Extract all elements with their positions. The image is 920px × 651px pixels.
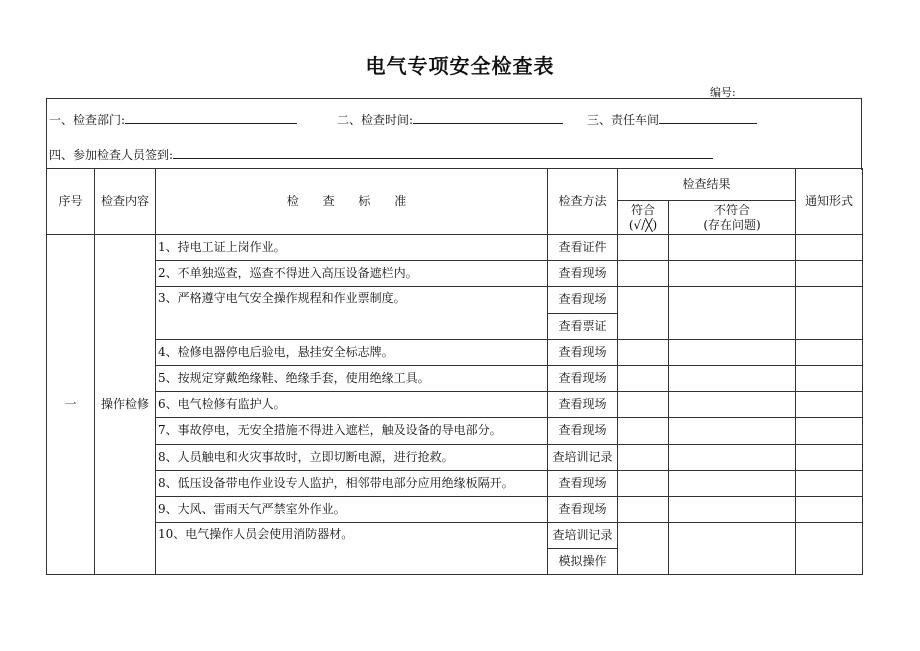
comply-cell[interactable] xyxy=(618,261,669,287)
standard-item: 9、大风、雷雨天气严禁室外作业。 xyxy=(156,496,548,522)
notice-cell[interactable] xyxy=(796,470,863,496)
col-noncomply: 不符合 (存在问题) xyxy=(669,201,796,235)
method-cell: 查看现场 xyxy=(548,418,618,444)
method-cell: 查培训记录 xyxy=(548,523,618,549)
standard-item: 10、电气操作人员会使用消防器材。 xyxy=(156,523,548,575)
notice-cell[interactable] xyxy=(796,444,863,470)
notice-cell[interactable] xyxy=(796,392,863,418)
col-no: 序号 xyxy=(47,169,95,235)
standard-item: 2、不单独巡查，巡查不得进入高压设备遮栏内。 xyxy=(156,261,548,287)
comply-cell[interactable] xyxy=(618,287,669,339)
comply-cell[interactable] xyxy=(618,496,669,522)
inspection-table xyxy=(46,168,863,575)
standard-item: 6、电气检修有监护人。 xyxy=(156,392,548,418)
standard-item: 1、持电工证上岗作业。 xyxy=(156,235,548,261)
header-row xyxy=(47,169,863,201)
signers-label: 四、参加检查人员签到: xyxy=(49,148,174,162)
noncomply-cell[interactable] xyxy=(669,365,796,391)
comply-cell[interactable] xyxy=(618,470,669,496)
signers-line xyxy=(49,145,713,163)
table-row xyxy=(47,523,863,549)
col-method: 检查方法 xyxy=(548,169,618,235)
comply-cell[interactable] xyxy=(618,365,669,391)
method-cell: 查培训记录 xyxy=(548,444,618,470)
col-result: 检查结果 xyxy=(618,169,796,201)
noncomply-cell[interactable] xyxy=(669,418,796,444)
table-row xyxy=(47,261,863,287)
table-row xyxy=(47,365,863,391)
comply-cell[interactable] xyxy=(618,235,669,261)
notice-cell[interactable] xyxy=(796,235,863,261)
noncomply-cell[interactable] xyxy=(669,523,796,575)
workshop-label: 三、责任车间 xyxy=(587,113,660,127)
method-cell: 查看票证 xyxy=(548,313,618,339)
notice-cell[interactable] xyxy=(796,287,863,339)
notice-cell[interactable] xyxy=(796,339,863,365)
notice-cell[interactable] xyxy=(796,365,863,391)
table-row xyxy=(47,235,863,261)
time-line xyxy=(337,110,563,128)
noncomply-cell[interactable] xyxy=(669,470,796,496)
table-row xyxy=(47,444,863,470)
section-number: 一 xyxy=(47,235,95,575)
noncomply-cell[interactable] xyxy=(669,339,796,365)
noncomply-cell[interactable] xyxy=(669,392,796,418)
comply-cell[interactable] xyxy=(618,339,669,365)
comply-cell[interactable] xyxy=(618,444,669,470)
signers-field[interactable] xyxy=(173,145,713,159)
standard-item: 8、人员触电和火灾事故时，立即切断电源，进行抢救。 xyxy=(156,444,548,470)
noncomply-cell[interactable] xyxy=(669,444,796,470)
col-comply: 符合 (√/╳) xyxy=(618,201,669,235)
notice-cell[interactable] xyxy=(796,418,863,444)
noncomply-cell[interactable] xyxy=(669,287,796,339)
method-cell: 查看现场 xyxy=(548,470,618,496)
method-cell: 查看现场 xyxy=(548,339,618,365)
standard-item: 3、严格遵守电气安全操作规程和作业票制度。 xyxy=(156,287,548,339)
noncomply-cell[interactable] xyxy=(669,235,796,261)
table-row xyxy=(47,470,863,496)
workshop-line xyxy=(587,110,757,128)
col-standard: 检 查 标 准 xyxy=(156,169,548,235)
page-title: 电气专项安全检查表 xyxy=(365,54,555,78)
method-cell: 查看现场 xyxy=(548,287,618,313)
notice-cell[interactable] xyxy=(796,523,863,575)
method-cell: 查看现场 xyxy=(548,261,618,287)
noncomply-cell[interactable] xyxy=(669,496,796,522)
standard-item: 4、检修电器停电后验电，悬挂安全标志牌。 xyxy=(156,339,548,365)
notice-cell[interactable] xyxy=(796,496,863,522)
method-cell: 查看现场 xyxy=(548,496,618,522)
table-row xyxy=(47,496,863,522)
comply-cell[interactable] xyxy=(618,523,669,575)
serial-number-label: 编号: xyxy=(710,86,736,99)
time-label: 二、检查时间: xyxy=(337,113,414,127)
standard-item: 5、按规定穿戴绝缘鞋、绝缘手套，使用绝缘工具。 xyxy=(156,365,548,391)
dept-field[interactable] xyxy=(125,110,297,124)
method-cell: 查看证件 xyxy=(548,235,618,261)
table-row xyxy=(47,287,863,313)
method-cell: 查看现场 xyxy=(548,365,618,391)
comply-cell[interactable] xyxy=(618,392,669,418)
table-row xyxy=(47,339,863,365)
dept-label: 一、检查部门: xyxy=(49,113,126,127)
standard-item: 8、低压设备带电作业设专人监护，相邻带电部分应用绝缘板隔开。 xyxy=(156,470,548,496)
notice-cell[interactable] xyxy=(796,261,863,287)
col-notice: 通知形式 xyxy=(796,169,863,235)
workshop-field[interactable] xyxy=(659,110,757,124)
noncomply-cell[interactable] xyxy=(669,261,796,287)
col-content: 检查内容 xyxy=(95,169,156,235)
method-cell: 查看现场 xyxy=(548,392,618,418)
table-body xyxy=(47,235,863,575)
section-content: 操作检修 xyxy=(95,235,156,575)
table-row xyxy=(47,418,863,444)
time-field[interactable] xyxy=(413,110,563,124)
standard-item: 7、事故停电，无安全措施不得进入遮栏，触及设备的导电部分。 xyxy=(156,418,548,444)
comply-cell[interactable] xyxy=(618,418,669,444)
dept-line xyxy=(49,110,297,128)
table-row xyxy=(47,392,863,418)
form-header xyxy=(46,98,862,170)
method-cell: 模拟操作 xyxy=(548,549,618,575)
